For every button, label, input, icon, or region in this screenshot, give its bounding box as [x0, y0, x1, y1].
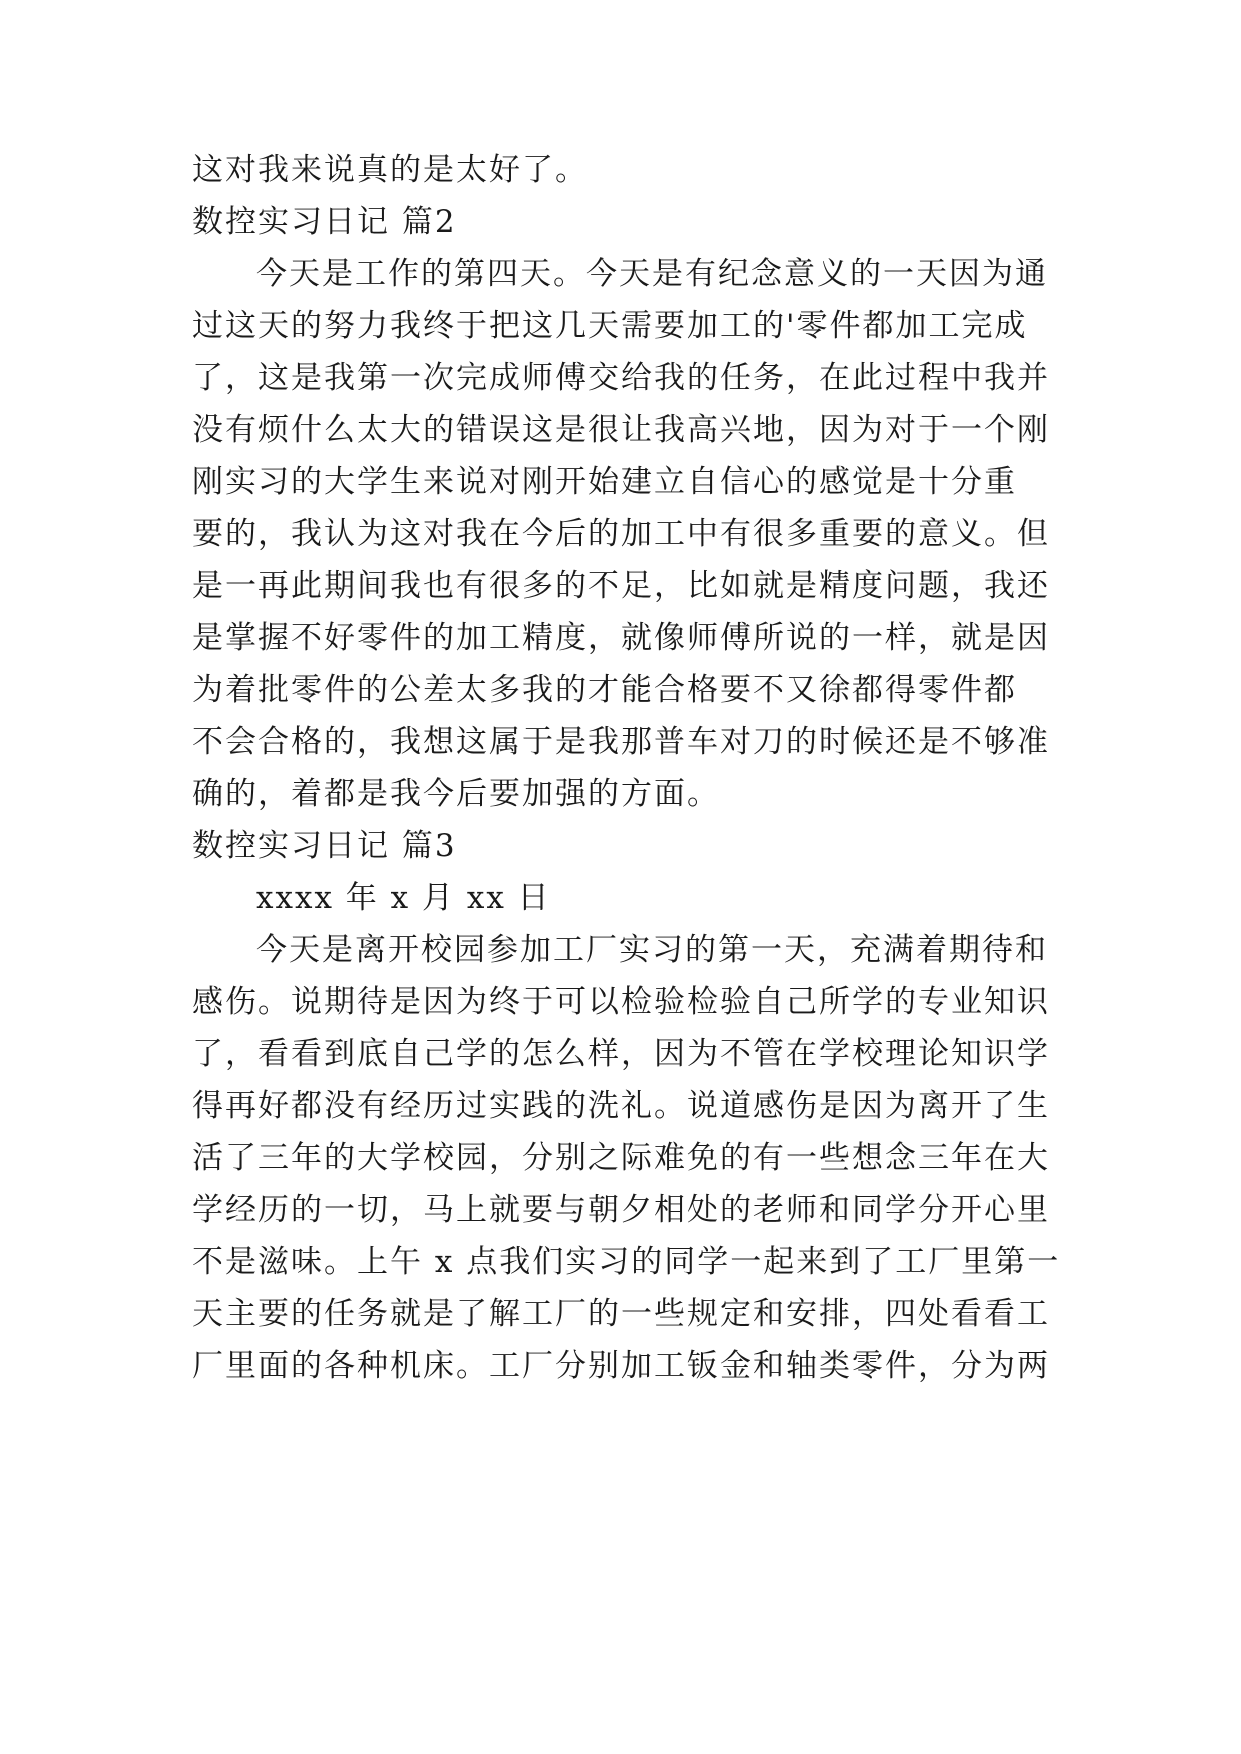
text-line: 没有烦什么太大的错误这是很让我高兴地，因为对于一个刚: [192, 412, 1050, 448]
text-line: 这对我来说真的是太好了。: [192, 152, 588, 188]
text-line: 学经历的一切，马上就要与朝夕相处的老师和同学分开心里: [192, 1192, 1050, 1228]
text-line: 感伤。说期待是因为终于可以检验检验自己所学的专业知识: [192, 984, 1050, 1020]
text-line: 今天是离开校园参加工厂实习的第一天，充满着期待和: [256, 932, 1048, 968]
text-line: 了，这是我第一次完成师傅交给我的任务，在此过程中我并: [192, 360, 1050, 396]
text-line: 过这天的努力我终于把这几天需要加工的'零件都加工完成: [192, 308, 1028, 344]
date-line: xxxx 年 x 月 xx 日: [256, 880, 551, 916]
text-line: 不会合格的，我想这属于是我那普车对刀的时候还是不够准: [192, 724, 1050, 760]
text-line: 要的，我认为这对我在今后的加工中有很多重要的意义。但: [192, 516, 1050, 552]
section-heading: 数控实习日记 篇3: [192, 828, 457, 864]
text-line: 刚实习的大学生来说对刚开始建立自信心的感觉是十分重: [192, 464, 1017, 500]
text-line: 确的，着都是我今后要加强的方面。: [192, 776, 720, 812]
text-line: 了，看看到底自己学的怎么样，因为不管在学校理论知识学: [192, 1036, 1050, 1072]
text-line: 今天是工作的第四天。今天是有纪念意义的一天因为通: [256, 256, 1048, 292]
text-line: 天主要的任务就是了解工厂的一些规定和安排，四处看看工: [192, 1296, 1050, 1332]
text-line: 为着批零件的公差太多我的才能合格要不又徐都得零件都: [192, 672, 1017, 708]
section-heading: 数控实习日记 篇2: [192, 204, 457, 240]
text-line: 活了三年的大学校园，分别之际难免的有一些想念三年在大: [192, 1140, 1050, 1176]
text-line: 厂里面的各种机床。工厂分别加工钣金和轴类零件，分为两: [192, 1348, 1050, 1384]
text-line: 得再好都没有经历过实践的洗礼。说道感伤是因为离开了生: [192, 1088, 1050, 1124]
text-line: 是一再此期间我也有很多的不足，比如就是精度问题，我还: [192, 568, 1050, 604]
text-line: 是掌握不好零件的加工精度，就像师傅所说的一样，就是因: [192, 620, 1050, 656]
text-line: 不是滋味。上午 x 点我们实习的同学一起来到了工厂里第一: [192, 1244, 1061, 1280]
